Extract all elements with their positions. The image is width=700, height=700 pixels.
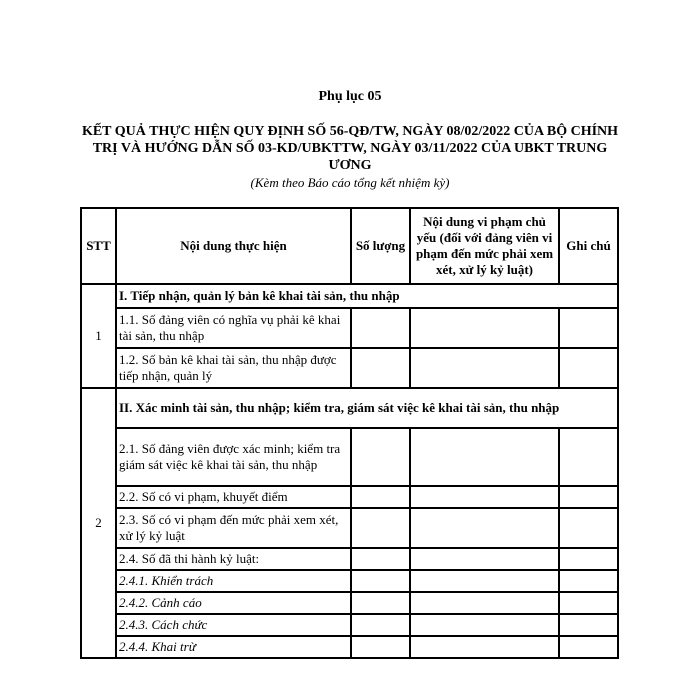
table-row [81,508,618,548]
row-label: 2.4. Số đã thi hành kỷ luật: [116,548,351,570]
row-label: 2.4.1. Khiển trách [116,570,351,592]
column-header-violations: Nội dung vi phạm chủ yếu (đối với đảng viên vi phạm đến mức phải xem xét, xử lý kỷ luật) [410,208,559,284]
document-title: KẾT QUẢ THỰC HIỆN QUY ĐỊNH SỐ 56-QĐ/TW, NGÀY 08/02/2022 CỦA BỘ CHÍNH TRỊ VÀ HƯỚNG DẪN SỐ 03-KD/UBKTTW, NGÀY 03/11/2022 CỦA UBKT TRUNG ƯƠNG [81,124,619,173]
row-label: 2.4.4. Khai trừ [116,636,351,658]
row-label: 1.1. Số đảng viên có nghĩa vụ phải kê khai tài sản, thu nhập [116,308,351,348]
results-table [80,207,619,659]
violations-cell [410,428,559,486]
row-label: 2.1. Số đảng viên được xác minh; kiểm tra giám sát việc kê khai tài sản, thu nhập [116,428,351,486]
notes-cell [559,614,618,636]
notes-cell [559,508,618,548]
table-row [81,348,618,388]
row-label: 2.4.3. Cách chức [116,614,351,636]
violations-cell [410,486,559,508]
section-row [81,284,618,308]
violations-cell [410,592,559,614]
quantity-cell [351,308,410,348]
notes-cell [559,636,618,658]
table-row [81,548,618,570]
column-header-quantity: Số lượng [351,208,410,284]
table-row [81,636,618,658]
row-label: 1.2. Số bản kê khai tài sản, thu nhập được tiếp nhận, quản lý [116,348,351,388]
table-row [81,308,618,348]
violations-cell [410,348,559,388]
stt-cell: 2 [81,388,116,658]
quantity-cell [351,570,410,592]
table-row [81,486,618,508]
section-heading: II. Xác minh tài sản, thu nhập; kiểm tra, giám sát việc kê khai tài sản, thu nhập [116,388,618,428]
notes-cell [559,348,618,388]
quantity-cell [351,636,410,658]
violations-cell [410,308,559,348]
quantity-cell [351,486,410,508]
section-row [81,388,618,428]
document-subtitle: (Kèm theo Báo cáo tổng kết nhiệm kỳ) [250,175,450,190]
notes-cell [559,548,618,570]
notes-cell [559,428,618,486]
column-header-content: Nội dung thực hiện [116,208,351,284]
table-row [81,428,618,486]
notes-cell [559,570,618,592]
table-header-row [81,208,618,284]
section-heading: I. Tiếp nhận, quản lý bản kê khai tài sản, thu nhập [116,284,618,308]
violations-cell [410,548,559,570]
appendix-label: Phụ lục 05 [318,89,382,104]
violations-cell [410,636,559,658]
violations-cell [410,508,559,548]
quantity-cell [351,348,410,388]
quantity-cell [351,548,410,570]
column-header-stt: STT [81,208,116,284]
notes-cell [559,308,618,348]
stt-cell: 1 [81,284,116,388]
quantity-cell [351,428,410,486]
violations-cell [410,614,559,636]
notes-cell [559,486,618,508]
column-header-notes: Ghi chú [559,208,618,284]
row-label: 2.4.2. Cảnh cáo [116,592,351,614]
row-label: 2.2. Số có vi phạm, khuyết điểm [116,486,351,508]
notes-cell [559,592,618,614]
table-row [81,570,618,592]
quantity-cell [351,614,410,636]
violations-cell [410,570,559,592]
table-row [81,592,618,614]
quantity-cell [351,508,410,548]
quantity-cell [351,592,410,614]
row-label: 2.3. Số có vi phạm đến mức phải xem xét, xử lý kỷ luật [116,508,351,548]
table-row [81,614,618,636]
